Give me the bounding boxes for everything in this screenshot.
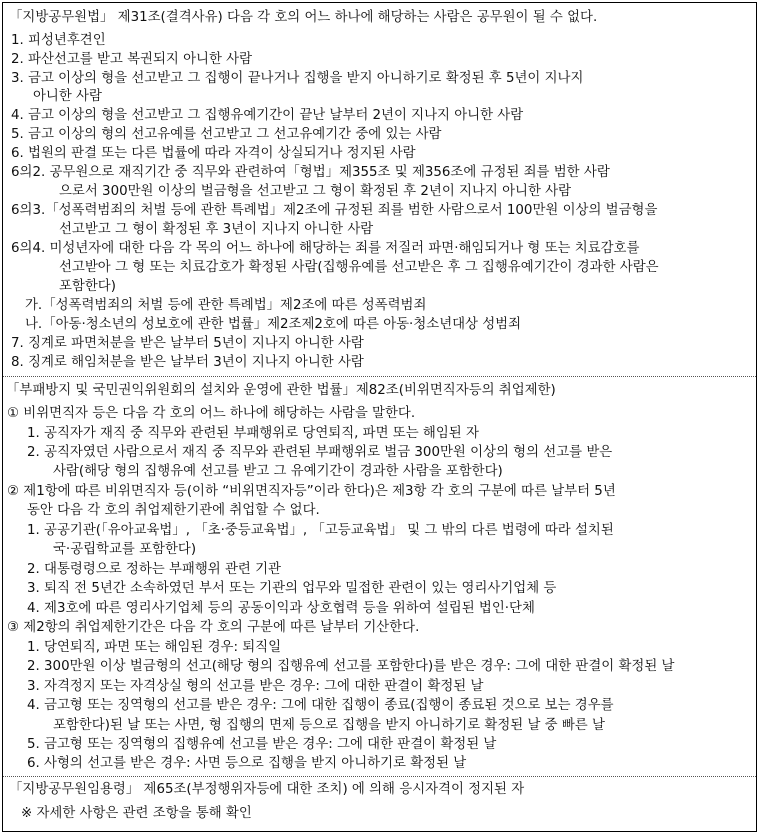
clause-line: 6의4. 미성년자에 대한 다음 각 목의 어느 하나에 해당하는 죄를 저질러 파면·해임되거나 형 또는 치료감호를 [11,241,640,256]
divider [3,776,756,777]
clause-line: 1. 당연퇴직, 파면 또는 해임된 경우: 퇴직일 [27,640,282,655]
note-line: ※ 자세한 사항은 관련 조항을 통해 확인 [21,806,252,821]
section-title: 「지방공무원임용령」 제65조(부정행위자등에 대한 조치) 에 의해 응시자격이 정지된 자 [9,782,525,797]
clause-line: 포함한다) [59,279,116,294]
clause-line: 6. 법원의 판결 또는 다른 법률에 따라 자격이 상실되거나 정지된 사람 [11,146,416,161]
clause-line: 2. 대통령령으로 정하는 부패행위 관련 기관 [27,562,281,577]
clause-line: ① 비위면직자 등은 다음 각 호의 어느 하나에 해당하는 사람을 말한다. [7,406,416,421]
clause-line: 3. 퇴직 전 5년간 소속하였던 부서 또는 기관의 업무와 밀접한 관련이 있는 영리사기업체 등 [27,581,557,596]
legal-text-box [2,2,757,832]
clause-line: 동안 다음 각 호의 취업제한기관에 취업할 수 없다. [27,503,320,518]
clause-line: 아니한 사람 [33,89,102,104]
clause-line: 8. 징계로 해임처분을 받은 날부터 3년이 지나지 아니한 사람 [11,355,364,370]
clause-line: 가.「성폭력범죄의 처벌 등에 관한 특례법」제2조에 따른 성폭력범죄 [25,298,427,313]
clause-line: 4. 금고 이상의 형을 선고받고 그 집행유예기간이 끝난 날부터 2년이 지나지 아니한 사람 [11,108,524,123]
clause-line: 1. 공직자가 재직 중 직무와 관련된 부패행위로 당연퇴직, 파면 또는 해임된 자 [27,426,479,441]
clause-line: 나.「아동·청소년의 성보호에 관한 법률」제2조제2호에 따른 아동·청소년대상 성범죄 [25,317,522,332]
clause-line: ② 제1항에 따른 비위면직자 등(이하 “비위면직자등”이라 한다)은 제3항 각 호의 구분에 따른 날부터 5년 [7,484,616,499]
clause-line: 포함한다)된 날 또는 사면, 형 집행의 면제 등으로 집행을 받지 아니하기로 확정된 날 중 빠른 날 [53,718,605,733]
clause-line: 6. 사형의 선고를 받은 경우: 사면 등으로 집행을 받지 아니하기로 확정된 날 [27,756,467,771]
clause-line: 7. 징계로 파면처분을 받은 날부터 5년이 지나지 아니한 사람 [11,336,364,351]
clause-line: 으로서 300만원 이상의 벌금형을 선고받고 그 형이 확정된 후 2년이 지나지 아니한 사람 [59,184,572,199]
clause-line: 2. 300만원 이상 벌금형의 선고(해당 형의 집행유예 선고를 포함한다)를 받은 경우: 그에 대한 판결이 확정된 날 [27,659,675,674]
clause-line: 6의3.「성폭력범죄의 처벌 등에 관한 특례법」제2조에 규정된 죄를 범한 사람으로서 100만원 이상의 벌금형을 [11,203,658,218]
clause-line: 국·공립학교를 포함한다) [53,542,197,557]
clause-line: 사람(해당 형의 집행유예 선고를 받고 그 유예기간이 경과한 사람을 포함한다) [53,464,503,479]
clause-line: 4. 제3호에 따른 영리사기업체 등의 공동이익과 상호협력 등을 위하여 설립된 법인·단체 [27,601,535,616]
divider [3,376,756,377]
clause-line: 1. 공공기관(「유아교육법」, 「초·중등교육법」, 「고등교육법」 및 그 밖의 다른 법령에 따라 설치된 [27,523,614,538]
clause-line: 선고받고 그 형이 확정된 후 3년이 지나지 아니한 사람 [59,222,374,237]
section-title: 「지방공무원법」 제31조(결격사유) 다음 각 호의 어느 하나에 해당하는 사람은 공무원이 될 수 없다. [9,10,598,25]
section-title: 「부패방지 및 국민권익위원회의 설치와 운영에 관한 법률」제82조(비위면직자등의 취업제한) [6,383,556,398]
clause-line: 1. 피성년후견인 [11,33,106,48]
clause-line: 2. 파산선고를 받고 복권되지 아니한 사람 [11,52,253,67]
clause-line: 2. 공직자였던 사람으로서 재직 중 직무와 관련된 부패행위로 벌금 300만원 이상의 형의 선고를 받은 [27,445,613,460]
clause-line: 선고받아 그 형 또는 치료감호가 확정된 사람(집행유예를 선고받은 후 그 집행유예기간이 경과한 사람은 [59,260,659,275]
clause-line: ③ 제2항의 취업제한기간은 다음 각 호의 구분에 따른 날부터 기산한다. [7,620,420,635]
clause-line: 5. 금고형 또는 징역형의 집행유예 선고를 받은 경우: 그에 대한 판결이 확정된 날 [27,737,497,752]
clause-line: 3. 금고 이상의 형을 선고받고 그 집행이 끝나거나 집행을 받지 아니하기로 확정된 후 5년이 지나지 [11,71,584,86]
clause-line: 6의2. 공무원으로 재직기간 중 직무와 관련하여「형법」제355조 및 제356조에 규정된 죄를 범한 사람 [11,165,610,180]
clause-line: 5. 금고 이상의 형의 선고유예를 선고받고 그 선고유예기간 중에 있는 사람 [11,127,442,142]
clause-line: 4. 금고형 또는 징역형의 선고를 받은 경우: 그에 대한 집행이 종료(집행이 종료된 것으로 보는 경우를 [27,698,614,713]
clause-line: 3. 자격정지 또는 자격상실 형의 선고를 받은 경우: 그에 대한 판결이 확정된 날 [27,679,484,694]
